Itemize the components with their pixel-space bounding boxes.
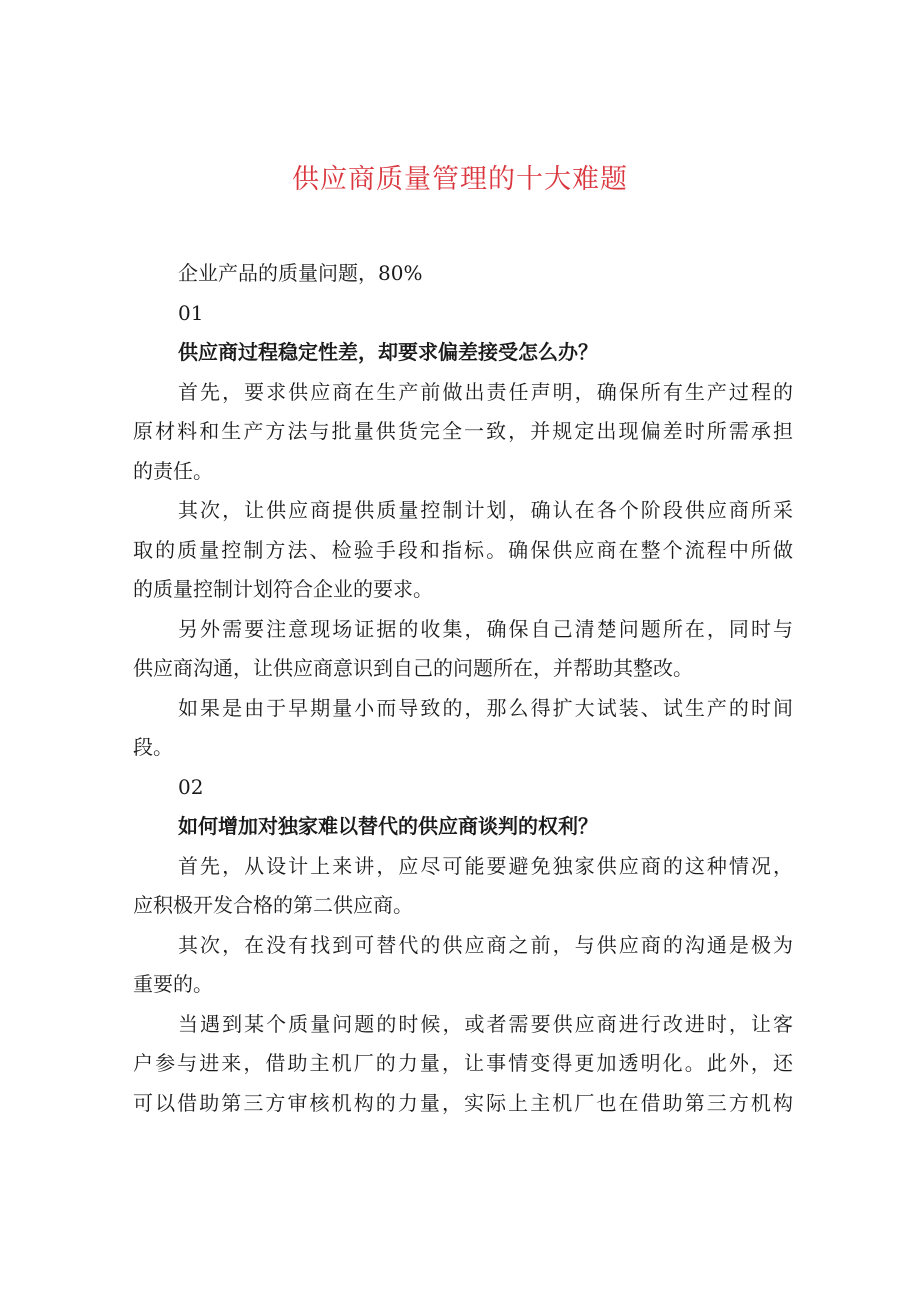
paragraph-line: 的责任。 [133, 458, 213, 483]
paragraph-line: 其次，在没有找到可替代的供应商之前，与供应商的沟通是极为 [178, 932, 793, 957]
paragraph-line: 应积极开发合格的第二供应商。 [133, 893, 413, 917]
section-number-02: 02 [178, 774, 204, 799]
paragraph-line: 的质量控制计划符合企业的要求。 [133, 577, 433, 601]
paragraph-line: 可以借助第三方审核机构的力量，实际上主机厂也在借助第三方机构 [133, 1090, 793, 1115]
paragraph-line: 其次，让供应商提供质量控制计划，确认在各个阶段供应商所采 [178, 498, 793, 522]
document-title: 供应商质量管理的十大难题 [292, 164, 628, 195]
document-body [133, 254, 793, 1123]
section-number-01: 01 [178, 300, 204, 325]
paragraph-line: 如果是由于早期量小而导致的，那么得扩大试装、试生产的时间 [178, 695, 793, 720]
paragraph-line: 取的质量控制方法、检验手段和指标。确保供应商在整个流程中所做 [133, 537, 793, 562]
paragraph-line: 另外需要注意现场证据的收集，确保自己清楚问题所在，同时与 [178, 616, 793, 641]
paragraph-line: 首先，要求供应商在生产前做出责任声明，确保所有生产过程的 [178, 379, 793, 404]
section-heading-01: 供应商过程稳定性差，却要求偏差接受怎么办？ [178, 340, 598, 364]
paragraph-line: 当遇到某个质量问题的时候，或者需要供应商进行改进时，让客 [178, 1011, 793, 1036]
section-heading-02: 如何增加对独家难以替代的供应商谈判的权利？ [178, 814, 598, 838]
paragraph-line: 段。 [133, 735, 173, 759]
paragraph-line: 原材料和生产方法与批量供货完全一致，并规定出现偏差时所需承担 [133, 419, 793, 443]
paragraph-line: 首先，从设计上来讲，应尽可能要避免独家供应商的这种情况， [178, 853, 793, 878]
paragraph-line: 户参与进来，借助主机厂的力量，让事情变得更加透明化。此外，还 [133, 1051, 793, 1075]
paragraph-line: 重要的。 [133, 972, 213, 996]
paragraph-line: 供应商沟通，让供应商意识到自己的问题所在，并帮助其整改。 [133, 656, 693, 680]
intro-line: 企业产品的质量问题，80% [178, 261, 423, 285]
